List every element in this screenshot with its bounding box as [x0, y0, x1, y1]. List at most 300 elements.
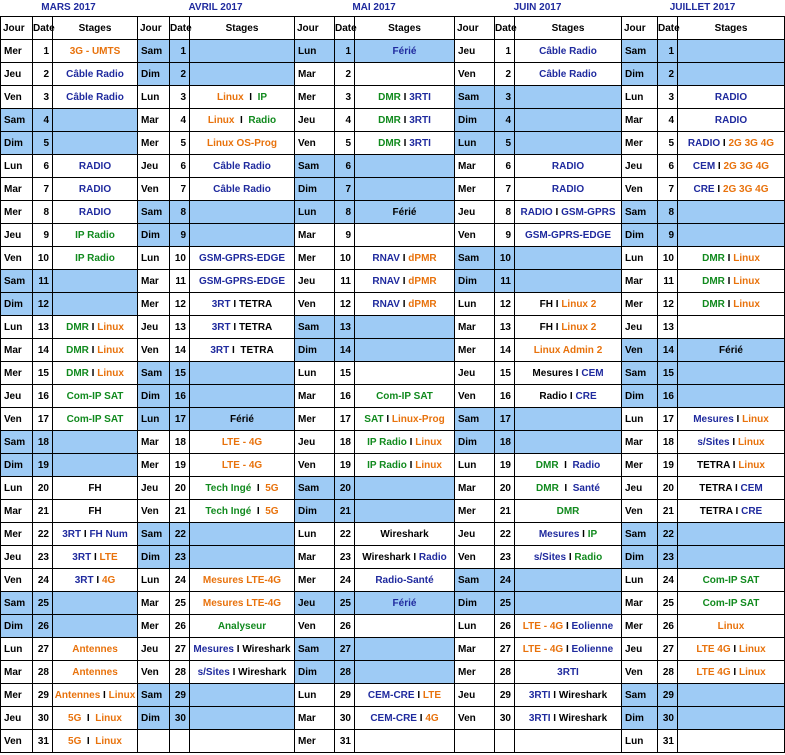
stage-cell[interactable] — [678, 661, 785, 684]
stage-cell[interactable] — [355, 40, 455, 63]
stage-label: Férié — [719, 344, 743, 356]
day-row — [455, 661, 622, 684]
stage-label: DMR — [378, 137, 401, 149]
day-row — [295, 132, 455, 155]
stage-label: Linux — [97, 321, 124, 333]
stage-cell[interactable] — [53, 431, 138, 454]
day-row — [1, 500, 138, 523]
day-number: 20 — [658, 477, 678, 500]
day-row — [138, 247, 295, 270]
stage-cell[interactable] — [355, 615, 455, 638]
stage-cell[interactable] — [190, 132, 295, 155]
stage-cell[interactable] — [190, 500, 295, 523]
day-number: 14 — [170, 339, 190, 362]
stage-cell[interactable] — [53, 132, 138, 155]
day-row — [455, 132, 622, 155]
stage-cell[interactable] — [53, 454, 138, 477]
day-name: Mer — [295, 730, 335, 753]
stage-cell[interactable] — [515, 592, 622, 615]
stage-label: Radio-Santé — [375, 574, 434, 586]
stage-label: Eolienne — [571, 643, 614, 655]
stage-cell[interactable] — [190, 707, 295, 730]
stage-label: 4G — [425, 712, 439, 724]
day-number: 29 — [170, 684, 190, 707]
stage-cell[interactable] — [515, 339, 622, 362]
day-name: Ven — [295, 615, 335, 638]
stage-cell[interactable] — [355, 339, 455, 362]
column-header-jour: Jour — [1, 17, 33, 40]
stage-label: FH Num — [89, 528, 128, 540]
stage-label: Férié — [230, 413, 254, 425]
stage-cell[interactable] — [678, 178, 785, 201]
stage-label: RADIO — [78, 206, 112, 218]
day-number: 1 — [495, 40, 515, 63]
day-row — [622, 592, 785, 615]
stage-cell[interactable] — [190, 109, 295, 132]
stage-label: LTE - 4G — [221, 436, 263, 448]
stage-cell[interactable] — [515, 730, 622, 753]
stage-cell[interactable] — [355, 546, 455, 569]
stage-cell[interactable] — [515, 408, 622, 431]
day-name: Ven — [1, 730, 33, 753]
stage-cell[interactable] — [678, 155, 785, 178]
stage-cell[interactable] — [355, 707, 455, 730]
stage-cell[interactable] — [515, 684, 622, 707]
stage-cell[interactable] — [678, 546, 785, 569]
stage-cell[interactable] — [53, 730, 138, 753]
day-row — [455, 224, 622, 247]
day-row — [455, 178, 622, 201]
stage-label: Linux — [108, 689, 136, 701]
day-name: Sam — [295, 638, 335, 661]
stage-cell[interactable] — [53, 684, 138, 707]
stage-cell[interactable] — [678, 339, 785, 362]
day-name: Jeu — [622, 477, 658, 500]
stage-cell[interactable] — [678, 385, 785, 408]
stage-cell[interactable] — [355, 638, 455, 661]
day-row — [455, 86, 622, 109]
stage-cell[interactable] — [678, 477, 785, 500]
day-row — [295, 661, 455, 684]
day-number: 17 — [335, 408, 355, 431]
stage-label: FH — [88, 482, 102, 494]
column-header-date: Date — [335, 17, 355, 40]
stage-cell[interactable] — [53, 201, 138, 224]
stage-cell[interactable] — [190, 615, 295, 638]
day-number: 19 — [335, 454, 355, 477]
day-row — [622, 63, 785, 86]
stage-label: Linux — [415, 459, 442, 471]
day-row — [455, 546, 622, 569]
stage-cell[interactable] — [355, 178, 455, 201]
day-name: Jeu — [1, 385, 33, 408]
stage-cell[interactable] — [678, 109, 785, 132]
stage-cell[interactable] — [678, 408, 785, 431]
stage-cell[interactable] — [190, 638, 295, 661]
stage-label: FH — [539, 298, 553, 310]
stage-cell[interactable] — [515, 40, 622, 63]
day-number: 4 — [335, 109, 355, 132]
stage-cell[interactable] — [190, 385, 295, 408]
day-number: 2 — [33, 63, 53, 86]
stage-cell[interactable] — [190, 339, 295, 362]
stage-cell[interactable] — [678, 247, 785, 270]
stage-cell[interactable] — [190, 730, 295, 753]
stage-cell[interactable] — [515, 477, 622, 500]
day-name: Dim — [622, 224, 658, 247]
day-number: 29 — [33, 684, 53, 707]
day-name: Mer — [138, 293, 170, 316]
stage-label: Com-IP SAT — [702, 574, 760, 586]
day-row — [138, 477, 295, 500]
day-row — [295, 684, 455, 707]
stage-cell[interactable] — [190, 477, 295, 500]
day-number: 18 — [170, 431, 190, 454]
stage-cell[interactable] — [678, 615, 785, 638]
stage-cell[interactable] — [355, 523, 455, 546]
day-name: Jeu — [455, 523, 495, 546]
stage-cell[interactable] — [678, 86, 785, 109]
stage-cell[interactable] — [678, 224, 785, 247]
column-header-jour: Jour — [455, 17, 495, 40]
stage-cell[interactable] — [355, 362, 455, 385]
day-name: Jeu — [295, 431, 335, 454]
stage-cell[interactable] — [190, 293, 295, 316]
stage-cell[interactable] — [53, 707, 138, 730]
stage-label: Linux 2 — [561, 321, 597, 333]
stage-label: Câble Radio — [213, 183, 271, 195]
stage-cell[interactable] — [190, 40, 295, 63]
day-number: 11 — [495, 270, 515, 293]
day-number: 23 — [335, 546, 355, 569]
day-row — [295, 247, 455, 270]
stage-cell[interactable] — [678, 569, 785, 592]
stage-cell[interactable] — [190, 178, 295, 201]
stage-cell[interactable] — [515, 454, 622, 477]
stage-label: CEM-CRE — [367, 689, 415, 701]
stage-cell[interactable] — [53, 63, 138, 86]
day-row — [1, 316, 138, 339]
day-name: Mer — [455, 500, 495, 523]
day-name: Sam — [455, 569, 495, 592]
stage-cell[interactable] — [515, 523, 622, 546]
stage-cell[interactable] — [53, 86, 138, 109]
day-row — [1, 385, 138, 408]
stage-cell[interactable] — [678, 592, 785, 615]
stage-cell[interactable] — [355, 109, 455, 132]
stage-label: DMR — [66, 367, 89, 379]
stage-cell[interactable] — [190, 201, 295, 224]
stage-cell[interactable] — [355, 661, 455, 684]
stage-cell[interactable] — [53, 270, 138, 293]
stage-cell[interactable] — [53, 569, 138, 592]
stage-label: I — [552, 298, 562, 310]
stage-cell[interactable] — [515, 178, 622, 201]
stage-cell[interactable] — [515, 201, 622, 224]
stage-cell[interactable] — [355, 569, 455, 592]
column-header-stages: Stages — [53, 17, 138, 40]
stage-cell[interactable] — [355, 454, 455, 477]
day-row — [295, 63, 455, 86]
stage-cell[interactable] — [678, 523, 785, 546]
stage-cell[interactable] — [53, 40, 138, 63]
day-name: Mar — [1, 661, 33, 684]
day-name: Jeu — [1, 63, 33, 86]
day-row — [138, 40, 295, 63]
stage-cell[interactable] — [190, 569, 295, 592]
stage-label: Mesures — [532, 367, 573, 379]
stage-cell[interactable] — [678, 316, 785, 339]
stage-cell[interactable] — [515, 270, 622, 293]
stage-cell[interactable] — [53, 661, 138, 684]
stage-label: IP Radio — [75, 252, 115, 264]
stage-cell[interactable] — [515, 707, 622, 730]
day-row — [295, 224, 455, 247]
stage-cell[interactable] — [53, 109, 138, 132]
stage-cell[interactable] — [53, 385, 138, 408]
day-row — [622, 661, 785, 684]
stage-cell[interactable] — [190, 86, 295, 109]
stage-cell[interactable] — [515, 247, 622, 270]
stage-label: GSM-GPRS — [561, 206, 616, 218]
column-header-date: Date — [495, 17, 515, 40]
stage-label: I — [399, 252, 409, 264]
day-name: Mer — [455, 178, 495, 201]
month-title: MAI 2017 — [352, 2, 396, 13]
day-name: Lun — [138, 247, 170, 270]
stage-cell[interactable] — [355, 270, 455, 293]
stage-cell[interactable] — [190, 546, 295, 569]
day-name: Dim — [1, 615, 33, 638]
stage-cell[interactable] — [355, 155, 455, 178]
stage-label: DMR — [378, 91, 401, 103]
stage-cell[interactable] — [190, 63, 295, 86]
stage-cell[interactable] — [53, 477, 138, 500]
stage-label: RNAV — [372, 275, 400, 287]
stage-cell[interactable] — [678, 270, 785, 293]
month-table — [0, 16, 138, 753]
stage-cell[interactable] — [190, 454, 295, 477]
day-name: Mer — [295, 247, 335, 270]
header-row — [295, 17, 455, 40]
stage-cell[interactable] — [53, 247, 138, 270]
stage-cell[interactable] — [515, 661, 622, 684]
stage-cell[interactable] — [515, 615, 622, 638]
stage-cell[interactable] — [190, 408, 295, 431]
stage-cell[interactable] — [355, 385, 455, 408]
stage-cell[interactable] — [678, 201, 785, 224]
stage-cell[interactable] — [53, 615, 138, 638]
day-name: Jeu — [295, 109, 335, 132]
day-number: 20 — [170, 477, 190, 500]
stage-cell[interactable] — [515, 362, 622, 385]
stage-cell[interactable] — [53, 638, 138, 661]
day-row — [138, 155, 295, 178]
stage-cell[interactable] — [515, 63, 622, 86]
day-number: 12 — [658, 293, 678, 316]
stage-cell[interactable] — [53, 293, 138, 316]
day-row — [455, 339, 622, 362]
stage-cell[interactable] — [190, 523, 295, 546]
stage-cell[interactable] — [515, 86, 622, 109]
day-number: 1 — [335, 40, 355, 63]
stage-cell[interactable] — [355, 730, 455, 753]
stage-cell[interactable] — [515, 569, 622, 592]
stage-cell[interactable] — [53, 224, 138, 247]
stage-cell[interactable] — [53, 178, 138, 201]
day-row — [138, 454, 295, 477]
stage-cell[interactable] — [678, 132, 785, 155]
stage-cell[interactable] — [355, 224, 455, 247]
stage-cell[interactable] — [190, 224, 295, 247]
day-number: 21 — [658, 500, 678, 523]
day-row — [138, 109, 295, 132]
stage-cell[interactable] — [190, 362, 295, 385]
stage-cell[interactable] — [355, 500, 455, 523]
stage-label: RADIO — [687, 137, 721, 149]
stage-label: DMR — [702, 275, 725, 287]
stage-cell[interactable] — [515, 224, 622, 247]
stage-cell[interactable] — [355, 247, 455, 270]
stage-label: 2G 3G 4G — [723, 160, 770, 172]
stage-cell[interactable] — [355, 293, 455, 316]
stage-cell[interactable] — [190, 155, 295, 178]
stage-cell[interactable] — [515, 132, 622, 155]
stage-label: Antennes — [54, 689, 101, 701]
day-row — [622, 638, 785, 661]
stage-label: Antennes — [72, 666, 118, 678]
stage-cell[interactable] — [190, 247, 295, 270]
stage-cell[interactable] — [190, 592, 295, 615]
stage-label: RNAV — [372, 252, 400, 264]
stage-cell[interactable] — [678, 431, 785, 454]
stage-cell[interactable] — [515, 638, 622, 661]
stage-cell[interactable] — [678, 40, 785, 63]
day-row — [1, 178, 138, 201]
day-name: Dim — [622, 707, 658, 730]
column-header-jour: Jour — [138, 17, 170, 40]
day-row — [1, 523, 138, 546]
stage-cell[interactable] — [678, 454, 785, 477]
stage-cell[interactable] — [515, 546, 622, 569]
stage-label: I — [229, 666, 239, 678]
stage-cell[interactable] — [678, 63, 785, 86]
day-row — [1, 86, 138, 109]
stage-label: 5G — [265, 505, 279, 517]
day-number: 16 — [495, 385, 515, 408]
stage-cell[interactable] — [355, 316, 455, 339]
stage-label: Mesures LTE-4G — [202, 597, 282, 609]
day-number: 22 — [170, 523, 190, 546]
stage-cell[interactable] — [53, 592, 138, 615]
stage-cell[interactable] — [515, 316, 622, 339]
stage-cell[interactable] — [355, 63, 455, 86]
stage-cell[interactable] — [678, 293, 785, 316]
day-name — [455, 730, 495, 753]
stage-cell[interactable] — [678, 362, 785, 385]
day-number: 18 — [335, 431, 355, 454]
day-number: 9 — [170, 224, 190, 247]
stage-cell[interactable] — [53, 362, 138, 385]
stage-cell[interactable] — [53, 500, 138, 523]
day-number: 28 — [495, 661, 515, 684]
stage-cell[interactable] — [355, 86, 455, 109]
stage-cell[interactable] — [515, 385, 622, 408]
day-name: Jeu — [1, 546, 33, 569]
stage-cell[interactable] — [190, 316, 295, 339]
stage-cell[interactable] — [678, 707, 785, 730]
stage-cell[interactable] — [53, 546, 138, 569]
stage-label: IP — [587, 528, 598, 540]
header-row — [622, 17, 785, 40]
stage-cell[interactable] — [355, 477, 455, 500]
day-row — [622, 385, 785, 408]
stage-cell[interactable] — [355, 431, 455, 454]
stage-cell[interactable] — [190, 270, 295, 293]
column-header-date: Date — [170, 17, 190, 40]
day-name: Sam — [138, 523, 170, 546]
stage-label: Câble Radio — [66, 68, 124, 80]
stage-cell[interactable] — [190, 661, 295, 684]
stage-cell[interactable] — [355, 592, 455, 615]
stage-label: RADIO — [78, 183, 112, 195]
stage-cell[interactable] — [53, 316, 138, 339]
stage-cell[interactable] — [515, 155, 622, 178]
stage-label: Linux OS-Prog — [207, 137, 277, 149]
stage-cell[interactable] — [678, 638, 785, 661]
stage-cell[interactable] — [678, 684, 785, 707]
stage-cell[interactable] — [355, 132, 455, 155]
stage-label: I — [566, 551, 575, 563]
day-name: Ven — [622, 661, 658, 684]
stage-cell[interactable] — [355, 201, 455, 224]
column-header-date: Date — [33, 17, 53, 40]
stage-cell[interactable] — [515, 500, 622, 523]
stage-cell[interactable] — [190, 431, 295, 454]
stage-cell[interactable] — [515, 293, 622, 316]
stage-cell[interactable] — [53, 523, 138, 546]
month-title: AVRIL 2017 — [188, 2, 243, 13]
stage-cell[interactable] — [53, 155, 138, 178]
stage-label: Férié — [392, 45, 417, 57]
month-title: MARS 2017 — [41, 2, 96, 13]
day-number: 26 — [33, 615, 53, 638]
stage-cell[interactable] — [53, 408, 138, 431]
stage-cell[interactable] — [515, 109, 622, 132]
day-row — [622, 293, 785, 316]
day-row — [1, 454, 138, 477]
stage-cell[interactable] — [355, 408, 455, 431]
stage-label: I — [563, 620, 572, 632]
stage-cell[interactable] — [355, 684, 455, 707]
stage-cell[interactable] — [53, 339, 138, 362]
stage-cell[interactable] — [678, 500, 785, 523]
day-name: Ven — [1, 86, 33, 109]
stage-label: RADIO — [78, 160, 112, 172]
stage-label: Wireshark — [242, 643, 291, 655]
day-number: 7 — [33, 178, 53, 201]
day-row — [138, 270, 295, 293]
stage-label: DMR — [536, 482, 559, 494]
day-row — [455, 63, 622, 86]
stage-cell[interactable] — [515, 431, 622, 454]
day-name: Dim — [138, 385, 170, 408]
stage-cell[interactable] — [678, 730, 785, 753]
day-name: Lun — [1, 155, 33, 178]
stage-cell[interactable] — [190, 684, 295, 707]
day-row — [1, 477, 138, 500]
day-row — [622, 707, 785, 730]
